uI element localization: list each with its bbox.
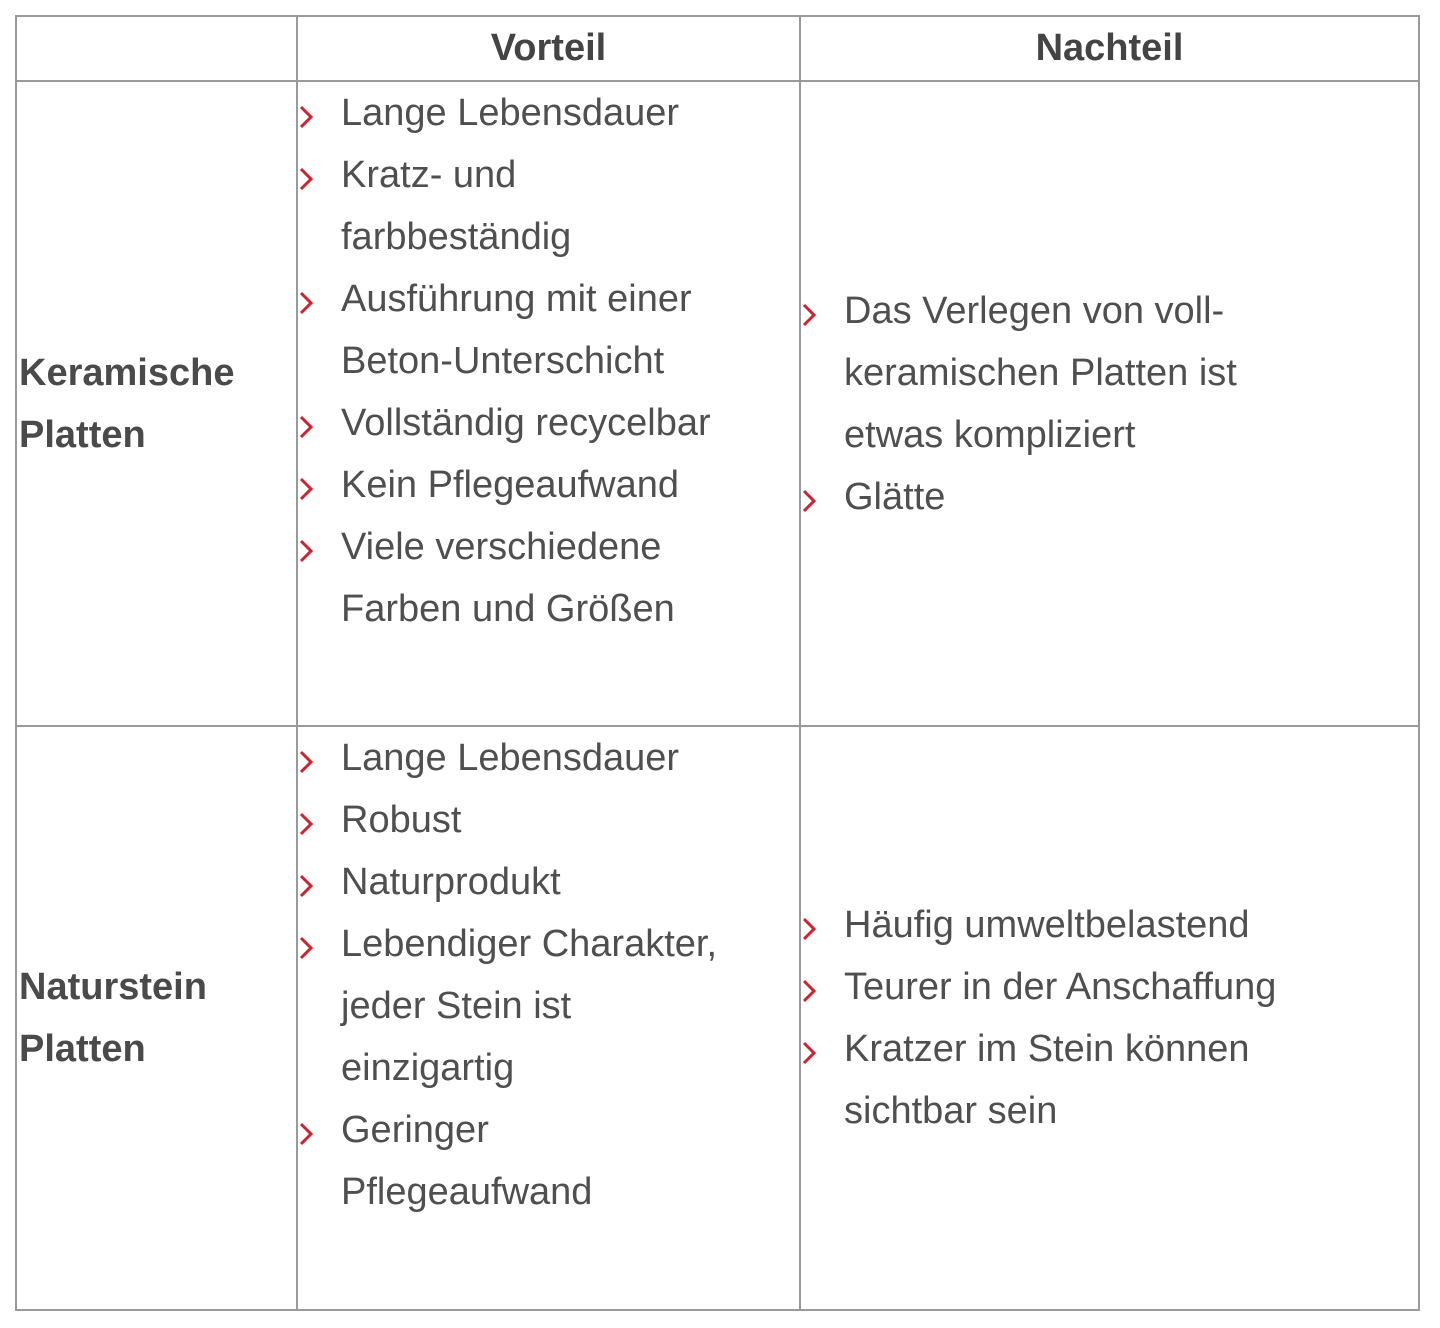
list-item-text: Das Verlegen von voll- <box>844 289 1225 332</box>
chevron-right-icon <box>298 727 318 789</box>
list-item-text: Farben und Größen <box>341 588 675 630</box>
chevron-right-icon <box>298 913 318 975</box>
chevron-right-icon <box>801 280 821 342</box>
chevron-right-icon <box>298 82 318 144</box>
pros-cell <box>297 81 800 726</box>
list-item-text: Häufig umweltbelastend <box>844 904 1250 946</box>
header-vorteil: Vorteil <box>297 16 800 81</box>
list-item-text: Kratz- und <box>341 154 517 196</box>
list-item-text: Robust <box>341 799 462 841</box>
chevron-right-icon <box>298 789 318 851</box>
row-label-naturstein-platten <box>16 726 297 1310</box>
pros-list <box>298 727 799 1223</box>
cons-list <box>801 894 1418 1142</box>
list-item <box>298 913 799 1099</box>
chevron-right-icon <box>801 1018 821 1080</box>
header-nachteil: Nachteil <box>800 16 1419 81</box>
cons-cell <box>800 81 1419 726</box>
chevron-right-icon <box>298 392 318 454</box>
pros-list <box>298 82 799 640</box>
list-item-text: Kratzer im Stein können <box>844 1028 1250 1070</box>
table-row-keramische-platten <box>16 81 1419 726</box>
list-item <box>801 280 1418 466</box>
list-item <box>298 727 799 789</box>
list-item <box>298 144 799 268</box>
list-item-text: Geringer <box>341 1109 489 1151</box>
row-label-line: Keramische <box>19 351 235 394</box>
list-item-text: einzigartig <box>341 1047 515 1089</box>
row-label-line: Platten <box>19 1028 146 1070</box>
chevron-right-icon <box>801 956 821 1018</box>
row-label-keramische-platten <box>16 81 297 726</box>
chevron-right-icon <box>298 1099 318 1161</box>
list-item-text: keramischen Platten ist <box>844 351 1237 394</box>
list-item <box>298 454 799 516</box>
list-item <box>801 894 1418 956</box>
list-item-text: Lange Lebensdauer <box>341 92 680 134</box>
chevron-right-icon <box>298 851 318 913</box>
list-item-text: Viele verschiedene <box>341 526 662 568</box>
list-item <box>801 1018 1418 1142</box>
list-item-text: farbbeständig <box>341 216 572 258</box>
list-item-text: Teurer in der Anschaffung <box>844 966 1277 1008</box>
list-item-text: etwas kompliziert <box>844 413 1136 456</box>
comparison-table <box>15 15 1420 1311</box>
list-item-text: Lebendiger Charakter, <box>341 923 718 965</box>
list-item <box>298 1099 799 1223</box>
list-item-text: Beton-Unterschicht <box>341 340 665 382</box>
header-corner-cell <box>16 16 297 81</box>
list-item-text: jeder Stein ist <box>341 985 572 1027</box>
list-item <box>298 789 799 851</box>
header-row <box>16 16 1419 81</box>
list-item <box>298 82 799 144</box>
list-item-text: Pflegeaufwand <box>341 1171 593 1213</box>
row-label-line: Platten <box>19 413 146 456</box>
list-item-text: Glätte <box>844 475 946 518</box>
cons-cell <box>800 726 1419 1310</box>
list-item <box>801 956 1418 1018</box>
list-item <box>298 392 799 454</box>
list-item-text: Naturprodukt <box>341 861 561 903</box>
chevron-right-icon <box>801 466 821 528</box>
chevron-right-icon <box>298 516 318 578</box>
list-item-text: Lange Lebensdauer <box>341 737 680 779</box>
row-label-line: Naturstein <box>19 966 207 1008</box>
list-item-text: Ausführung mit einer <box>341 278 692 320</box>
list-item <box>298 851 799 913</box>
list-item-text: sichtbar sein <box>844 1090 1058 1132</box>
chevron-right-icon <box>298 454 318 516</box>
chevron-right-icon <box>298 268 318 330</box>
table-row-naturstein-platten <box>16 726 1419 1310</box>
list-item <box>298 268 799 392</box>
pros-cell <box>297 726 800 1310</box>
cons-list <box>801 280 1418 528</box>
list-item-text: Vollständig recycelbar <box>341 402 711 444</box>
chevron-right-icon <box>298 144 318 206</box>
list-item-text: Kein Pflegeaufwand <box>341 464 680 506</box>
chevron-right-icon <box>801 894 821 956</box>
list-item <box>801 466 1418 528</box>
list-item <box>298 516 799 640</box>
